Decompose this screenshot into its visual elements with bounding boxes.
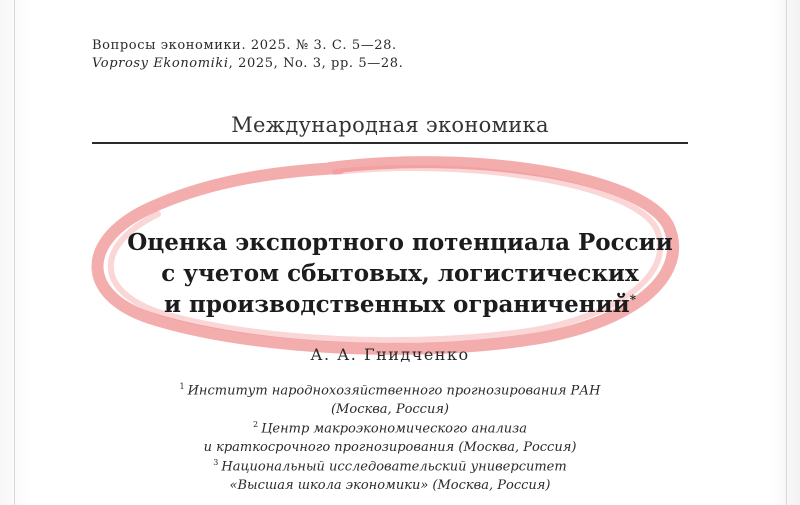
affiliation-3-line-1	[92, 453, 688, 476]
article-title	[80, 227, 720, 320]
affiliation-3-mark: 3	[213, 458, 219, 467]
journal-name-en: Voprosy Ekonomiki	[92, 56, 229, 71]
section-title: Международная экономика	[231, 113, 549, 137]
affiliation-3	[92, 453, 688, 495]
affiliation-1-text: Институт народнохозяйственного прогнозирования РАН	[187, 383, 601, 399]
page-left-edge	[14, 0, 15, 505]
affiliation-3-text: Национальный исследовательский университет	[221, 459, 567, 475]
article-title-line-1: Оценка экспортного потенциала России	[127, 229, 673, 256]
affiliation-3-line-2: «Высшая школа экономики» (Москва, Россия)	[229, 478, 551, 494]
affiliation-1-line-1	[92, 377, 688, 400]
page-right-edge	[786, 0, 787, 505]
journal-issue-en: , 2025, No. 3, pp. 5—28.	[228, 56, 404, 71]
affiliation-2-line-1	[92, 415, 688, 438]
section-rule	[92, 142, 688, 144]
article-title-line-3	[80, 289, 720, 320]
article-title-line-3-text: и производственных ограничений	[163, 291, 630, 318]
article-title-line-2: с учетом сбытовых, логистических	[161, 260, 639, 287]
title-footnote-mark: *	[629, 292, 637, 307]
affiliation-2-text: Центр макроэкономического анализа	[261, 421, 528, 437]
affiliation-1-mark: 1	[179, 382, 185, 391]
journal-citation-ru: Вопросы экономики. 2025. № 3. С. 5—28.	[92, 38, 397, 53]
author-name: А. А. Гнидченко	[310, 345, 470, 364]
journal-citation-en	[92, 56, 403, 71]
affiliation-2-line-2: и краткосрочного прогнозирования (Москва, Россия)	[203, 440, 577, 456]
affiliation-2	[92, 415, 688, 457]
affiliation-2-mark: 2	[252, 420, 259, 429]
affiliation-1-line-2: (Москва, Россия)	[330, 402, 450, 418]
affiliation-1	[92, 377, 688, 419]
